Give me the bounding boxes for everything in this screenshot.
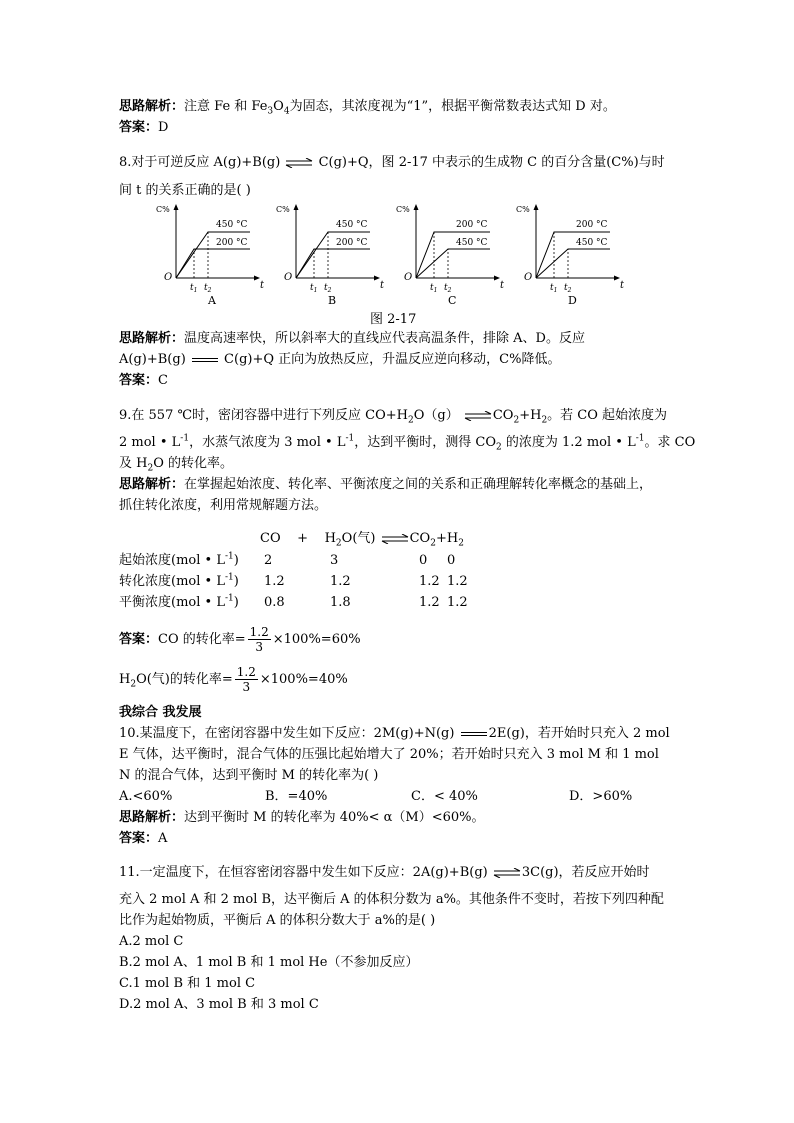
q11-stem-line1: 11.一定温度下，在恒容密闭容器中发生如下反应：2A(g)+B(g) 3C(g)，若反应开始时 xyxy=(119,865,650,880)
section-title: 我综合 我发展 xyxy=(119,705,202,720)
option-d: D．>60% xyxy=(569,789,633,804)
q8-stem-line1: 8.对于可逆反应 A(g)+B(g) C(g)+Q，图 2-17 中表示的生成物 C 的百分含量(C%)与时 xyxy=(119,155,665,170)
x-axis-label: t xyxy=(500,280,505,291)
x-axis-label: t xyxy=(260,280,265,291)
origin-label: O xyxy=(524,272,533,283)
q10-stem-line3: N 的混合气体，达到平衡时 M 的转化率为( ) xyxy=(119,768,379,783)
q9-answer-h2o: $H_2O$(气)的转化率= $\frac{1.2}{3}$ ×100%=40% xyxy=(119,665,348,694)
x-axis-label: t xyxy=(620,280,625,291)
table-cell: 0 xyxy=(447,553,456,568)
q11-stem-line3: 比作为起始物质，平衡后 A 的体积分数大于 a%的是( ) xyxy=(119,913,436,928)
lower-curve-label: 200 °C xyxy=(336,238,368,248)
y-axis-arrow xyxy=(414,204,419,210)
table-cell: 1.2 xyxy=(330,574,351,589)
q8-analysis-line2: A(g)+B(g) C(g)+Q 正向为放热反应，升温反应逆向移动，C%降低。 xyxy=(119,352,561,367)
t1-label: $t_1$ xyxy=(430,283,438,294)
q9-concentration-table xyxy=(119,528,519,618)
y-axis-arrow xyxy=(174,204,179,210)
figure-caption: 图 2-17 xyxy=(370,312,417,327)
graph-label: D xyxy=(568,294,577,307)
curve-lower xyxy=(176,249,250,278)
table-cell: 1.2 xyxy=(419,595,440,610)
table-row-label: 起始浓度(mol • $L^{-1}$) xyxy=(119,551,239,568)
lower-curve-label: 450 °C xyxy=(456,238,488,248)
y-axis-arrow xyxy=(294,204,299,210)
table-cell: 1.8 xyxy=(330,595,351,610)
option-c: C．< 40% xyxy=(411,789,478,804)
graph-label: C xyxy=(448,294,457,307)
q7-answer: 答案：D xyxy=(119,120,169,135)
table-cell: 1.2 xyxy=(447,574,468,589)
table-cell: 2 xyxy=(264,553,273,568)
table-cell: 1.2 xyxy=(447,595,468,610)
upper-curve-label: 450 °C xyxy=(216,220,248,230)
table-cell: 1.2 xyxy=(419,574,440,589)
curve-lower xyxy=(296,249,370,278)
q10-answer: 答案：A xyxy=(119,831,168,846)
graph-label: A xyxy=(208,294,216,307)
upper-curve-label: 200 °C xyxy=(576,220,608,230)
q9-analysis-line2: 抓住转化浓度，利用常规解题方法。 xyxy=(119,498,328,513)
origin-label: O xyxy=(404,272,413,283)
q7-analysis: 思路解析：注意 Fe 和 $Fe_3O_4$为固态，其浓度视为“1”，根据平衡常数表达式知 D 对。 xyxy=(119,99,616,117)
t1-label: $t_1$ xyxy=(190,283,198,294)
q8-answer: 答案：C xyxy=(119,373,168,388)
q9-answer-co: 答案：CO 的转化率= $\frac{1.2}{3}$ ×100%=60% xyxy=(119,625,361,654)
graph-d xyxy=(510,200,630,308)
table-cell: 3 xyxy=(330,553,339,568)
equilibrium-arrow-icon xyxy=(284,158,314,168)
graph-b xyxy=(270,200,390,308)
table-cell: 1.2 xyxy=(264,574,285,589)
table-row-label: 平衡浓度(mol • $L^{-1}$) xyxy=(119,593,239,610)
graph-label: B xyxy=(328,294,337,307)
t2-label: $t_2$ xyxy=(324,283,332,294)
analysis-label: 思路解析： xyxy=(119,99,185,114)
q11-option-b: B.2 mol A、1 mol B 和 1 mol He（不参加反应） xyxy=(119,955,419,970)
y-axis-label: C% xyxy=(276,205,290,214)
t1-label: $t_1$ xyxy=(550,283,558,294)
equal-arrow-icon xyxy=(190,355,220,365)
q10-stem-line2: E 气体，达平衡时，混合气体的压强比起始增大了 20%；若开始时只充入 3 mol M 和 1 mol xyxy=(119,747,659,762)
option-a: A.<60% xyxy=(119,789,173,804)
table-header: CO + $H_2O$(气) $CO_2+H_2$ xyxy=(260,531,464,549)
graph-c xyxy=(390,200,510,308)
q11-option-c: C.1 mol B 和 1 mol C xyxy=(119,976,256,991)
lower-curve-label: 450 °C xyxy=(576,238,608,248)
t1-label: $t_1$ xyxy=(310,283,318,294)
y-axis-label: C% xyxy=(396,205,410,214)
y-axis-arrow xyxy=(534,204,539,210)
fraction: $\frac{1.2}{3}$ xyxy=(236,665,256,694)
curve-lower xyxy=(536,249,610,278)
q9-stem-line1: 9.在 557 ℃时，密闭容器中进行下列反应 $CO+H_2O(g)$ $CO_2+H_2$。若 CO 起始浓度为 xyxy=(119,408,668,426)
q8-analysis-line1: 思路解析：温度高速率快，所以斜率大的直线应代表高温条件，排除 A、D。反应 xyxy=(119,331,585,346)
q11-option-a: A.2 mol C xyxy=(119,934,184,949)
t2-label: $t_2$ xyxy=(444,283,452,294)
upper-curve-label: 200 °C xyxy=(456,220,488,230)
q11-option-d: D.2 mol A、3 mol B 和 3 mol C xyxy=(119,997,319,1012)
equilibrium-arrow-icon xyxy=(463,411,493,421)
option-b: B．=40% xyxy=(265,789,328,804)
q10-analysis: 思路解析：达到平衡时 M 的转化率为 40%< α（M）<60%。 xyxy=(119,810,485,825)
q10-stem-line1: 10.某温度下，在密闭容器中发生如下反应：2M(g)+N(g) 2E(g)，若开始时只充入 2 mol xyxy=(119,726,670,741)
q9-analysis-line1: 思路解析：在掌握起始浓度、转化率、平衡浓度之间的关系和正确理解转化率概念的基础上， xyxy=(119,477,653,492)
y-axis-label: C% xyxy=(156,205,170,214)
table-row-label: 转化浓度(mol • $L^{-1}$) xyxy=(119,572,239,589)
q8-stem-line2: 间 t 的关系正确的是( ) xyxy=(119,183,251,198)
fraction: $\frac{1.2}{3}$ xyxy=(249,625,269,654)
t2-label: $t_2$ xyxy=(564,283,572,294)
table-cell: 0 xyxy=(419,553,428,568)
table-cell: 0.8 xyxy=(264,595,285,610)
x-axis-label: t xyxy=(380,280,385,291)
upper-curve-label: 450 °C xyxy=(336,220,368,230)
q11-stem-line2: 充入 2 mol A 和 2 mol B，达平衡后 A 的体积分数为 a%。其他条件不变时，若按下列四种配 xyxy=(119,892,664,907)
equilibrium-arrow-icon xyxy=(492,868,522,878)
t2-label: $t_2$ xyxy=(204,283,212,294)
origin-label: O xyxy=(164,272,173,283)
graph-a xyxy=(150,200,270,308)
equilibrium-arrow-icon xyxy=(380,534,410,544)
q9-stem-line3: 及 $H_2O$ 的转化率。 xyxy=(119,456,234,474)
lower-curve-label: 200 °C xyxy=(216,238,248,248)
origin-label: O xyxy=(284,272,293,283)
equal-arrow-icon xyxy=(459,729,489,739)
q9-stem-line2: 2 mol • $L^{-1}$，水蒸气浓度为 3 mol • $L^{-1}$，达到平衡时，测得 $CO_2$ 的浓度为 1.2 mol • $L^{-1}$。求 CO xyxy=(119,433,696,453)
curve-lower xyxy=(416,249,490,278)
y-axis-label: C% xyxy=(516,205,530,214)
